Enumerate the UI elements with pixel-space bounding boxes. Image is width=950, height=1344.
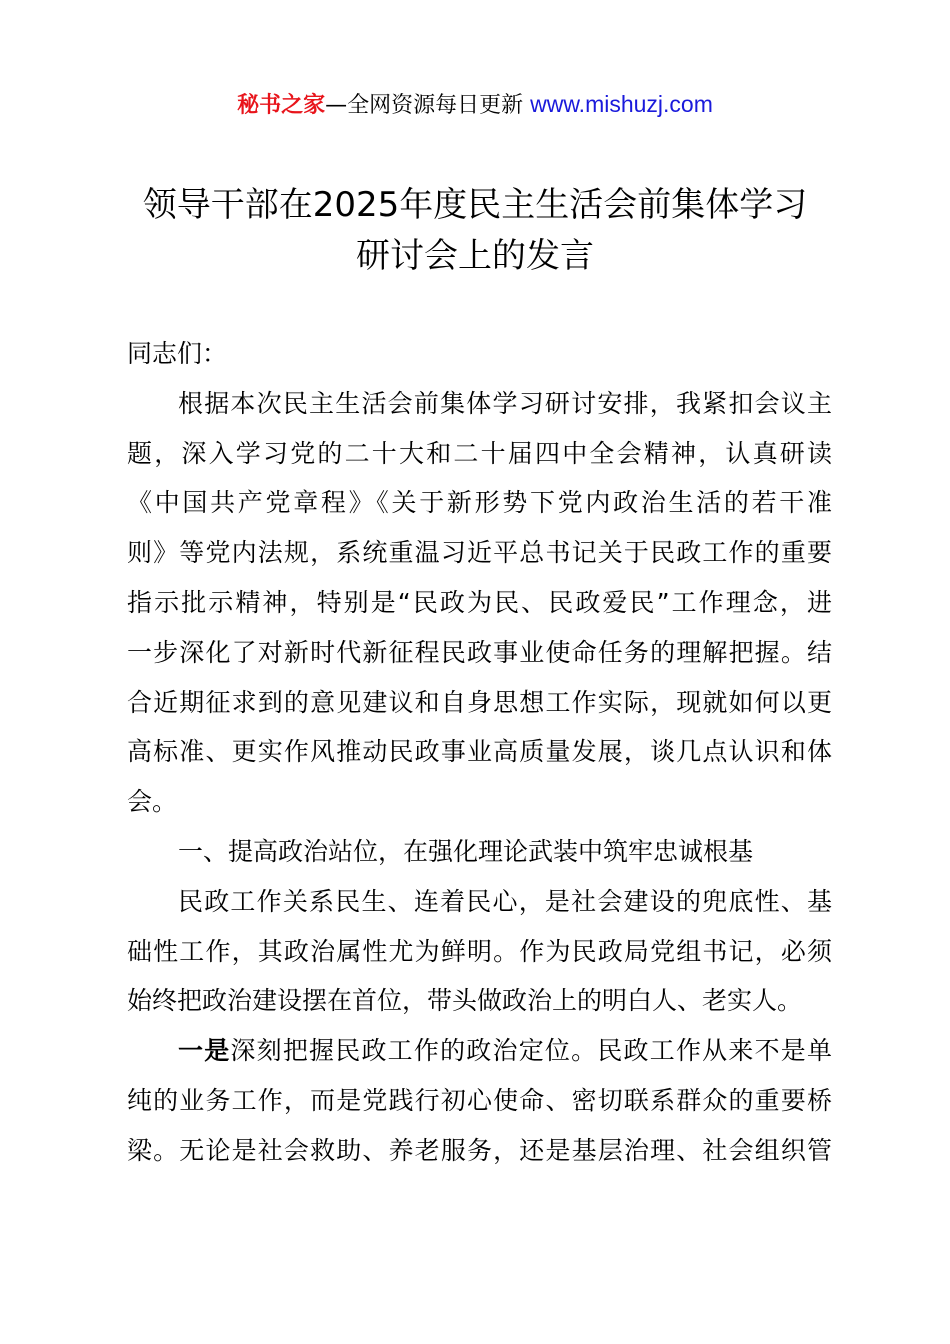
title-line-2: 研讨会上的发言 xyxy=(356,236,594,276)
section-heading: 一、提高政治站位，在强化理论武装中筑牢忠诚根基 xyxy=(178,836,754,866)
intro-line: 题，深入学习党的二十大和二十届四中全会精神，认真研读 xyxy=(127,438,832,468)
intro-line: 高标准、更实作风推动民政事业高质量发展，谈几点认识和体 xyxy=(127,737,832,767)
section-para-line: 始终把政治建设摆在首位，带头做政治上的明白人、老实人。 xyxy=(127,986,803,1016)
intro-line: 会。 xyxy=(127,787,178,817)
intro-line: 则》等党内法规，系统重温习近平总书记关于民政工作的重要 xyxy=(127,538,832,568)
salutation: 同志们： xyxy=(127,339,228,368)
site-header xyxy=(0,88,950,122)
document-title xyxy=(0,180,950,282)
title-line-1: 领导干部在2025年度民主生活会前集体学习 xyxy=(142,185,808,225)
point-label: 一是 xyxy=(178,1036,231,1066)
brand-name: 秘书之家 xyxy=(237,93,326,118)
intro-line: 合近期征求到的意见建议和自身思想工作实际，现就如何以更 xyxy=(127,687,832,717)
point-line: 纯的业务工作，而是党践行初心使命、密切联系群众的重要桥 xyxy=(127,1085,832,1115)
point-line xyxy=(127,1026,832,1076)
intro-line: 根据本次民主生活会前集体学习研讨安排，我紧扣会议主 xyxy=(178,388,832,418)
intro-line: 《中国共产党章程》《关于新形势下党内政治生活的若干准 xyxy=(127,488,832,518)
point-line: 梁。无论是社会救助、养老服务，还是基层治理、社会组织管 xyxy=(127,1135,832,1165)
section-para-line: 民政工作关系民生、连着民心，是社会建设的兜底性、基 xyxy=(178,886,832,916)
intro-line: 一步深化了对新时代新征程民政事业使命任务的理解把握。结 xyxy=(127,637,832,667)
section-para-line: 础性工作，其政治属性尤为鲜明。作为民政局党组书记，必须 xyxy=(127,936,832,966)
site-url-link[interactable]: www.mishuzj.com xyxy=(530,91,713,117)
intro-line: 指示批示精神，特别是“民政为民、民政爱民”工作理念，进 xyxy=(127,587,832,617)
document-body xyxy=(127,329,832,1176)
point-text: 深刻把握民政工作的政治定位。民政工作从来不是单 xyxy=(230,1036,832,1066)
tagline: —全网资源每日更新 xyxy=(325,93,531,118)
